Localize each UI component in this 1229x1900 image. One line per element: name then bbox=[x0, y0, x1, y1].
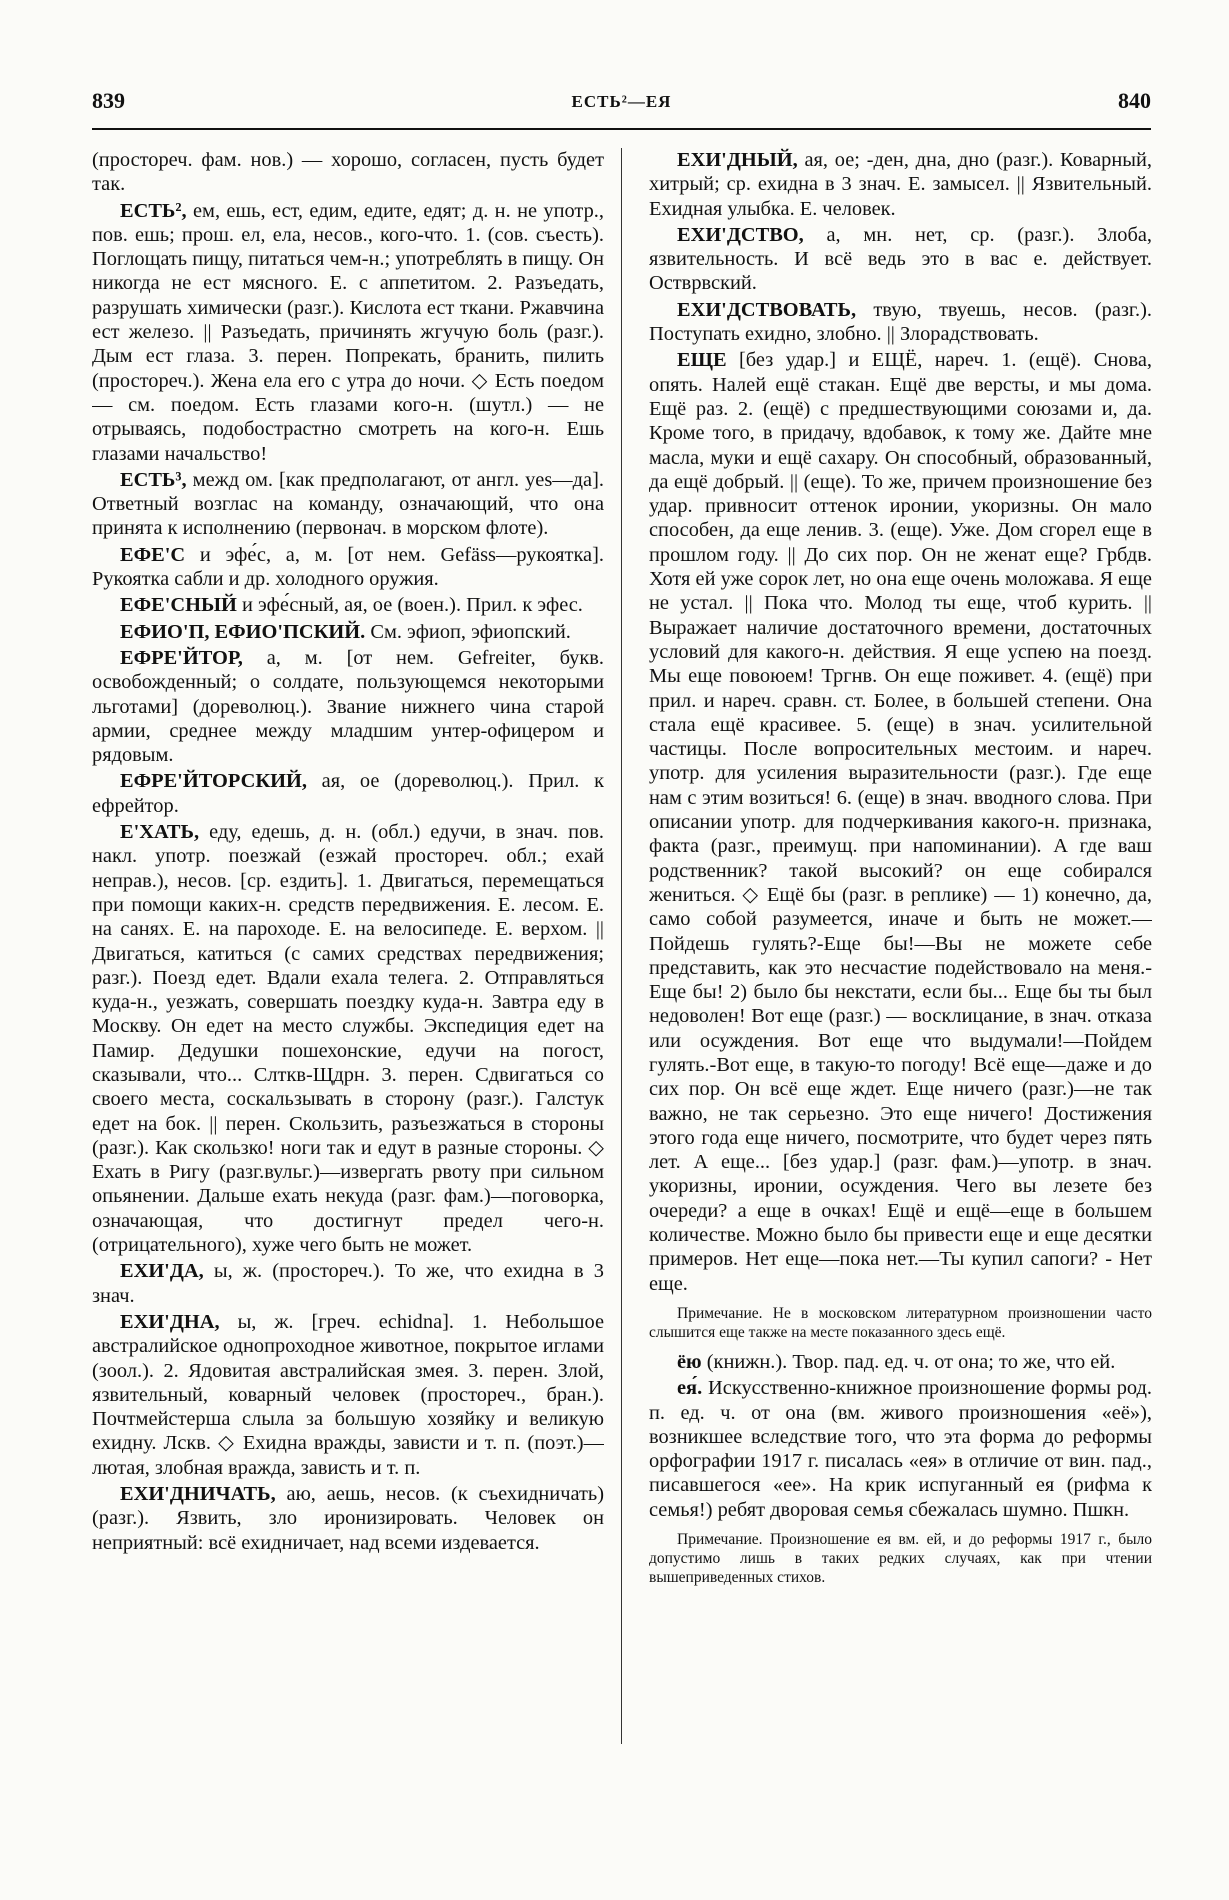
entry-definition: ая, ое (дореволюц.). Прил. к ефрейтор. bbox=[92, 770, 604, 817]
entry-headword: ЕХИ'ДНЫЙ, bbox=[677, 149, 798, 171]
entry-headword: ЕХИ'ДСТВО, bbox=[677, 223, 804, 246]
dictionary-entry bbox=[649, 298, 1152, 347]
entry-headword: ЕХИ'ДНА, bbox=[120, 1310, 220, 1333]
dictionary-entry bbox=[649, 223, 1152, 296]
entry-definition: аю, аешь, несов. (к съехидничать) (разг.). Язвить, зло иронизировать. Человек он неприятный: всё ехидничает, над всеми издевается. bbox=[92, 1483, 604, 1554]
entry-headword: Е'ХАТЬ, bbox=[120, 821, 200, 844]
entry-definition: и эфе́с, а, м. [от нем. Gefäss—рукоятка]. Рукоятка сабли и др. холодного оружия. bbox=[92, 543, 604, 591]
dictionary-entry bbox=[92, 646, 604, 767]
entry-headword: ЕХИ'ДСТВОВАТЬ, bbox=[677, 298, 857, 321]
dictionary-entry bbox=[92, 148, 604, 197]
entry-definition: ы, ж. [греч. echidna]. 1. Небольшое австралийское однопроходное животное, покрытое иглами (зоол.). 2. Ядовитая австралийская змея. 3. перен. Злой, язвительный, коварный человек (простореч., бран.). Почтмейстерша слыла за большую хозяйку и великую ехидну. Лскв. ◇ Ехидна вражды, зависти и т. п. (поэт.)—лютая, злобная вражда, зависть и т. п. bbox=[92, 1310, 604, 1479]
usage-note: Примечание. Произношение ея вм. ей, и до реформы 1917 г., было допустимо лишь в таких редких случаях, как при чтении вышеприведенных стихов. bbox=[649, 1531, 1152, 1587]
page-number-right: 840 bbox=[1118, 88, 1151, 113]
entry-headword: ЕСТЬ³, bbox=[120, 468, 187, 491]
dictionary-entry bbox=[92, 620, 604, 644]
entry-headword: ЕФИО'П, ЕФИО'ПСКИЙ. bbox=[120, 620, 366, 643]
entry-definition: ем, ешь, ест, едим, едите, едят; д. н. не употр., пов. ешь; прош. ел, ела, несов., кого-что. 1. (сов. съесть). Поглощать пищу, питаться чем-н.; употреблять в пищу. Он никогда не ест мясного. Е. с аппетитом. 2. Разъедать, разрушать химически (разг.). Кислота ест ткани. Ржавчина ест железо. || Разъедать, причинять жгучую боль (разг.). Дым ест глаза. 3. перен. Попрекать, бранить, пилить (простореч.). Жена ела его с утра до ночи. ◇ Есть поедом — см. поедом. Есть глазами кого-н. (шутл.) — не отрываясь, подобострастно смотреть на кого-н. Ешь глазами начальство! bbox=[92, 199, 604, 465]
column-divider bbox=[621, 148, 622, 1744]
right-column bbox=[649, 148, 1152, 1842]
entry-definition: См. эфиоп, эфиопский. bbox=[370, 620, 571, 643]
entry-definition: а, мн. нет, ср. (разг.). Злоба, язвительность. И всё ведь это в вас е. действует. Остврвский. bbox=[649, 223, 1152, 295]
entry-definition: еду, едешь, д. н. (обл.) едучи, в знач. пов. накл. употр. поезжай (езжай простореч. обл.; ехай неправ.), несов. [ср. ездить]. 1. Двигаться, перемещаться при помощи каких-н. средств передвижения. Е. лесом. Е. на санях. Е. на пароходе. Е. на велосипеде. Е. верхом. || Двигаться, катиться (с самих средствах передвижения; разг.). Поезд едет. Вдали ехала телега. 2. Отправляться куда-н., уезжать, совершать поездку куда-н. Завтра еду в Москву. Он едет на место службы. Экспедиция едет на Памир. Дедушки пошехонские, едучи на погост, сказывали, что... Слткв-Щдрн. 3. перен. Сдвигаться со своего места, соскальзывать в сторону (разг.). Галстук едет на бок. || перен. Скользить, разъезжаться в стороны (разг.). Как скользко! ноги так и едут в разные стороны. ◇ Ехать в Ригу (разг.вульг.)—извергать рвоту при сильном опьянении. Дальше ехать некуда (разг. фам.)—поговорка, означающая, что достигнут предел чего-н.(отрицательного), хуже чего быть не может. bbox=[92, 821, 604, 1257]
entry-headword: ёю bbox=[677, 1350, 702, 1373]
dictionary-entry bbox=[649, 1350, 1152, 1374]
dictionary-entry bbox=[92, 468, 604, 541]
entry-definition: твую, твуешь, несов. (разг.). Поступать ехидно, злобно. || Злорадствовать. bbox=[649, 298, 1152, 346]
entry-headword: ЕФРЕ'ЙТОР, bbox=[120, 646, 243, 669]
entry-definition: ая, ое; -ден, дна, дно (разг.). Коварный, хитрый; ср. ехидна в 3 знач. Е. замысел. || Язвительный. Ехидная улыбка. Е. человек. bbox=[649, 149, 1152, 220]
dictionary-entry bbox=[92, 820, 604, 1257]
page-header bbox=[92, 88, 1151, 130]
entry-headword: ЕХИ'ДНИЧАТЬ, bbox=[120, 1483, 276, 1506]
dictionary-entry bbox=[92, 199, 604, 466]
entry-headword: ЕФЕ'СНЫЙ bbox=[120, 594, 237, 617]
entry-definition: [без удар.] и ЕЩЁ, нареч. 1. (ещё). Снова, опять. Налей ещё стакан. Ещё две версты, и мы дома. Ещё раз. 2. (ещё) с предшествующими союзами и, да. Кроме того, в придачу, вдобавок, к тому же. Дайте мне масла, муки и ещё сахару. Он способный, образованный, да ещё добрый. || (еще). То же, причем произношение без удар. привносит оттенок иронии, укоризны. Он мало способен, да еще ленив. 3. (еще). Уже. Дом сгорел еще в прошлом году. || До сих пор. Он не женат еще? Грбдв. Хотя ей уже сорок лет, но она еще очень моложава. Я еще не устал. || Пока что. Молод ты еще, чтоб курить. || Выражает наличие достаточного времени, достаточных условий для какого-н. действия. Я еще успею на поезд. Мы еще повоюем! Тргнв. Он еще поживет. 4. (ещё) при прил. и нареч. сравн. ст. Более, в большей степени. Она стала ещё красивее. 5. (еще) в знач. усилительной частицы. После вопросительных местоим. и нареч. употр. для усиления выразительности (разг.). Где еще нам с этим возиться! 6. (еще) в знач. вводного слова. При описании употр. для подчеркивания какого-н. признака, факта (разг., преимущ. при напоминании). А где ваш родственник? такой высокий? он еще собирался жениться. ◇ Ещё бы (разг. в реплике) — 1) конечно, да, само собой разумеется, иначе и быть не может.—Пойдешь гулять?-Еще бы!—Вы не можете себе представить, как это несчастие подействовало на меня.-Еще бы! 2) было бы некстати, если бы... Еще бы ты был недоволен! Вот еще (разг.) — восклицание, в знач. отказа или осуждения. Вот еще что выдумали!—Пойдем гулять.-Вот еще, в такую-то погоду! Всё еще—даже и до сих пор. Он всё еще ждет. Еще ничего (разг.)—не так важно, не так серьезно. Это еще ничего! Достижения этого года еще ничего, посмотрите, что будет через пять лет. А еще... [без удар.] (разг. фам.)—употр. в знач. укоризны, иронии, осуждения. Чего вы лезете без очереди? а еще в очках! Ещё и ещё—еще в большем количестве. Можно было бы привести еще и еще десятки примеров. Нет еще—пока нет.—Ты купил сапоги? - Нет еще. bbox=[649, 349, 1152, 1295]
dictionary-entry bbox=[649, 348, 1152, 1296]
running-head: ЕСТЬ²—ЕЯ bbox=[571, 92, 672, 111]
dictionary-entry bbox=[92, 1259, 604, 1308]
entry-definition: (простореч. фам. нов.) — хорошо, согласен, пусть будет так. bbox=[92, 149, 604, 196]
dictionary-entry bbox=[92, 1482, 604, 1555]
entry-headword: ЕЩЕ bbox=[677, 349, 727, 372]
page-number-left: 839 bbox=[92, 88, 125, 113]
dictionary-entry bbox=[649, 1376, 1152, 1522]
entry-definition: ы, ж. (простореч.). То же, что ехидна в 3 знач. bbox=[92, 1260, 604, 1307]
entry-headword: ея́. bbox=[677, 1377, 703, 1400]
dictionary-entry bbox=[92, 593, 604, 617]
entry-headword: ЕСТЬ², bbox=[120, 199, 187, 222]
dictionary-entry bbox=[92, 769, 604, 818]
left-column bbox=[92, 148, 604, 1842]
dictionary-entry bbox=[649, 148, 1152, 221]
entry-headword: ЕФЕ'С bbox=[120, 543, 186, 566]
entry-headword: ЕФРЕ'ЙТОРСКИЙ, bbox=[120, 770, 307, 793]
entry-definition: а, м. [от нем. Gefreiter, букв. освобожденный; о солдате, пользующемся некоторыми льготами] (дореволюц.). Звание нижнего чина старой армии, среднее между младшим унтер-офицером и рядовым. bbox=[92, 646, 604, 767]
usage-note: Примечание. Не в московском литературном произношении часто слышится еще также на месте показанного здесь ещё. bbox=[649, 1304, 1152, 1341]
entry-definition: Искусственно-книжное произношение формы род. п. ед. ч. от она (вм. живого произношения «её»), возникшее вследствие того, что эта форма до реформы орфографии 1917 г. писалась «ея» в отличие от вин. пад., писавшегося «ее». На крик испуганный ея (рифма к семья!) ребят дворовая семья сбежалась шумно. Пшкн. bbox=[649, 1377, 1152, 1521]
entry-definition: и эфе́сный, ая, ое (воен.). Прил. к эфес. bbox=[241, 594, 583, 617]
entry-definition: (книжн.). Твор. пад. ед. ч. от она; то же, что ей. bbox=[706, 1350, 1116, 1373]
dictionary-entry bbox=[92, 1310, 604, 1480]
dictionary-entry bbox=[92, 543, 604, 592]
entry-definition: межд ом. [как предполагают, от англ. yes—да]. Ответный возглас на команду, означающий, что она принята к исполнению (первонач. в морском флоте). bbox=[92, 468, 604, 540]
entry-headword: ЕХИ'ДА, bbox=[120, 1260, 204, 1283]
